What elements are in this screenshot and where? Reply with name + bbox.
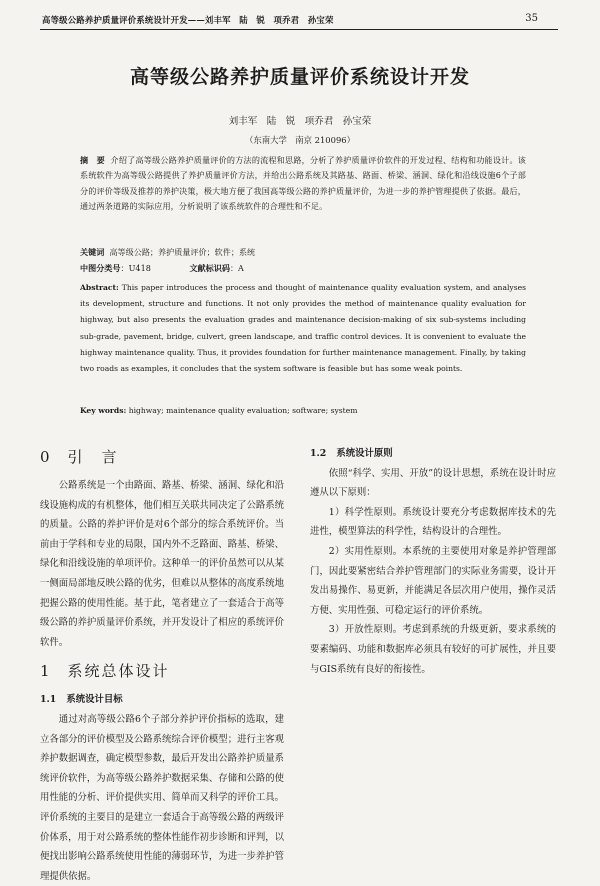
subsection-title-1-2: 系统设计原则 [336,448,393,459]
section-number-intro: 0 [40,448,52,466]
subsection-heading-1-1 [40,690,284,710]
abstract-zh [80,153,526,215]
subsection-number-1-2: 1.2 [310,448,327,459]
section-number-design: 1 [40,662,52,681]
design-principles-intro: 依照“科学、实用、开放”的设计思想，系统在设计时应遵从以下原则： [310,467,556,499]
abstract-en-label: Abstract: [80,283,119,292]
principle-open: 3）开放性原则。考虑到系统的升级更新，要求系统的要素编码、功能和数据库必须具有较好的可扩展性，并且要与GIS系统有良好的衔接性。 [310,624,556,675]
section-heading-intro [40,444,284,470]
keywords-zh-text: 高等级公路；养护质量评价；软件；系统 [109,247,256,257]
classification-line: 中图分类号：U418 文献标识码：A [80,263,244,273]
abstract-zh-label: 摘 要 [80,155,105,165]
abstract-en-text: This paper introduces the process and thought of maintenance quality evaluation system, and analyses its development, structure and functions. It not only provides the method of maintenance quality evaluation for highway, but also presents the evaluation grades and maintenance decision-making of six sub-systems including sub-grade, pavement, bridge, culvert, green landscape, and traffic control devices. It is convenient to evaluate the highway maintenance quality. Thus, it provides foundation for further maintenance management. Finally, by taking two roads as examples, it concludes that the system software is feasible but has some weak points. [80,283,526,374]
clc-value: U418 [128,263,151,273]
clc-label: 中图分类号 [80,263,121,273]
keywords-en [80,404,526,418]
section-heading-design [40,658,284,684]
abstract-zh-text: 介绍了高等级公路养护质量评价的方法的流程和思路，分析了养护质量评价软件的开发过程、结构和功能设计。该系统软件为高等级公路提供了养护质量评价方法，并给出公路系统及其路基、路面、桥梁、涵洞、绿化和沿线设施6个子部分的评价等级及推荐的养护决策，极大地方便了我国高等级公路的养护质量评价，为进一步的养护管理提供了依据。最后，通过两条道路的实际应用，分析说明了该系统软件的合理性和不足。 [80,155,526,212]
subsection-number-1-1: 1.1 [40,694,57,706]
subsection-heading-1-2 [310,444,556,464]
abstract-en [80,280,526,377]
design-goal-paragraph: 通过对高等级公路6个子部分养护评价指标的选取，建立各部分的评价模型及公路系统综合评价模型；进行主客观养护数据调查，确定模型参数，最后开发出公路养护质量系统评价软件，为高等级公路养护数据采集、存储和公路的使用性能的分析、评价提供实用、简单而又科学的评价工具。评价系统的主要目的是建立一套适合于高等级公路的两级评价体系，用于对公路系统的整体性能作初步诊断和评判，以便找出影响公路系统使用性能的薄弱环节，为进一步养护管理提供依据。 [40,713,284,882]
page-number: 35 [525,13,538,24]
body-right-column [310,444,556,679]
section-title-design: 系统总体设计 [67,662,170,681]
running-header-title: 高等级公路养护质量评价系统设计开发——刘丰军 陆 锐 项乔君 孙宝荣 [42,15,334,25]
doc-code-label: 文献标识码 [189,263,230,273]
principle-scientific: 1）科学性原则。系统设计要充分考虑数据库技术的先进性，模型算法的科学性，结构设计的合理性。 [310,506,556,538]
keywords-zh [80,245,526,259]
intro-paragraph: 公路系统是一个由路面、路基、桥梁、涵洞、绿化和沿线设施构成的有机整体，他们相互关联共同决定了公路系统的质量。公路的养护评价是对6个部分的综合系统评价。当前由于学科和专业的局限，国内外不乏路面、路基、桥梁、绿化和沿线设施的单项评价。这种单一的评价虽然可以从某一侧面局部地反映公路的优劣，但难以从整体的高度系统地把握公路的使用性能。基于此，笔者建立了一套适合于高等级公路的养护质量评价系统，并开发设计了相应的系统评价软件。 [40,480,284,648]
article-authors: 刘丰军 陆 锐 项乔君 孙宝荣 [228,116,372,127]
keywords-zh-label: 关键词 [80,247,105,257]
keywords-en-text: highway; maintenance quality evaluation; software; system [128,406,358,415]
principle-practical: 2）实用性原则。本系统的主要使用对象是养护管理部门，因此要紧密结合养护管理部门的实际业务需要，设计开发出易操作、易更新，并能满足各层次用户使用，操作灵活方便、实用性强、可稳定运行的评价系统。 [310,545,556,616]
header-divider [40,29,558,30]
section-title-intro: 引 言 [67,448,119,466]
article-title: 高等级公路养护质量评价系统设计开发 [129,66,470,88]
body-left-column [40,444,284,886]
subsection-title-1-1: 系统设计目标 [66,694,123,706]
article-affiliation: （东南大学 南京 210096） [244,135,355,145]
keywords-en-label: Key words: [80,406,127,415]
doc-code-value: A [238,263,244,273]
